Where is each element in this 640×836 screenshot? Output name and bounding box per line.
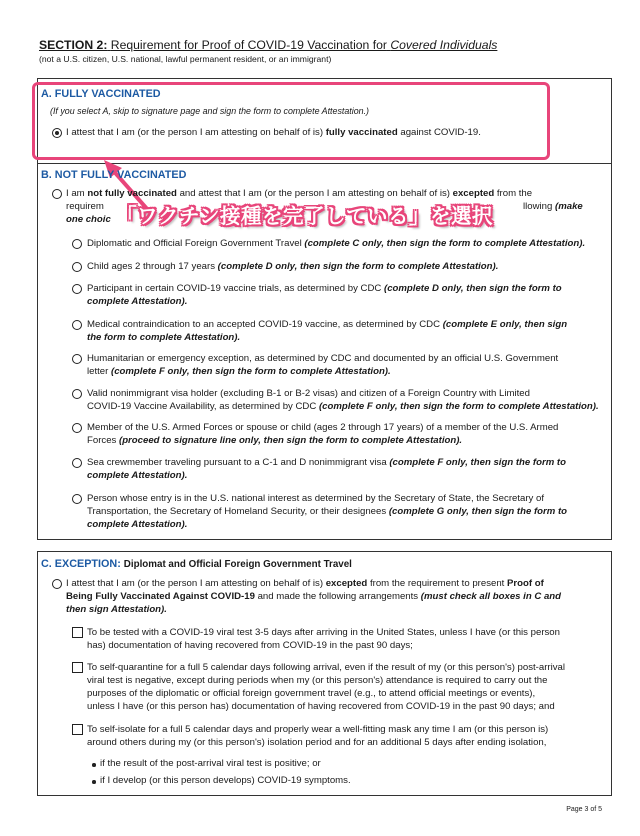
checkbox-self-isolate[interactable] (72, 724, 83, 735)
option-7-text: Member of the U.S. Armed Forces or spouse or child (ages 2 through 17 years) of a member of the U.S. Armed (87, 422, 559, 433)
radio-not-fully-vaccinated[interactable] (52, 189, 62, 199)
radio-option-7[interactable] (72, 423, 82, 433)
option-4-text-2: the form to complete Attestation). (87, 332, 241, 343)
check-2-l3: purposes of the diplomatic or official foreign government travel (e.g., to attend official meetings or events), (87, 688, 536, 699)
bullet-dot (92, 763, 96, 767)
option-3-text: Participant in certain COVID-19 vaccine trials, as determined by CDC (complete D only, then sign the form to (87, 283, 562, 294)
page-number: Page 3 of 5 (566, 806, 602, 813)
bullet-2: if I develop (or this person develops) COVID-19 symptoms. (100, 775, 351, 786)
option-9-text: Person whose entry is in the U.S. national interest as determined by the Secretary of State, the Secretary of (87, 493, 545, 504)
bullet-dot (92, 780, 96, 784)
radio-option-2[interactable] (72, 262, 82, 272)
radio-option-5[interactable] (72, 354, 82, 364)
checkbox-self-quarantine[interactable] (72, 662, 83, 673)
heading-b: B. NOT FULLY VACCINATED (41, 169, 187, 181)
option-9-text-2: Transportation, the Secretary of Homeland Security, or their designees (complete G only, then sign the form to (87, 506, 568, 517)
intro-b-line2: requirem (66, 201, 104, 212)
radio-option-8[interactable] (72, 458, 82, 468)
check-2-l1: To self-quarantine for a full 5 calendar days following arrival, even if the result of my (or this person's) post-arrival (87, 662, 566, 673)
option-7-text-2: Forces (proceed to signature line only, then sign the form to complete Attestation). (87, 435, 463, 446)
option-4-text: Medical contraindication to an accepted COVID-19 vaccine, as determined by CDC (complete E only, then sign (87, 319, 568, 330)
option-2-text: Child ages 2 through 17 years (complete D only, then sign the form to complete Attestation). (87, 261, 499, 272)
option-3-text-2: complete Attestation). (87, 296, 188, 307)
bullet-1: if the result of the post-arrival viral test is positive; or (100, 758, 321, 769)
note-a: (If you select A, skip to signature page and sign the form to complete Attestation.) (50, 106, 370, 116)
check-2-l4: unless I have (or this person has) documentation of having recovered from COVID-19 in the past 90 days; and (87, 701, 555, 712)
check-2-l2: viral test is negative, except during periods when my (or this person's) attendance is required to carry out the (87, 675, 548, 686)
section-subtitle: (not a U.S. citizen, U.S. national, lawful permanent resident, or an immigrant) (39, 54, 332, 64)
heading-c: C. EXCEPTION: Diplomat and Official Foreign Government Travel (41, 558, 352, 570)
radio-option-3[interactable] (72, 284, 82, 294)
radio-option-4[interactable] (72, 320, 82, 330)
check-1-l1: To be tested with a COVID-19 viral test 3-5 days after arriving in the United States, unless I have (or this person (87, 627, 560, 638)
intro-b-line1: I am not fully vaccinated and attest that I am (or the person I am attesting on behalf of is) excepted from the (66, 188, 533, 199)
intro-b-line3: one choic (66, 214, 111, 225)
checkbox-viral-test[interactable] (72, 627, 83, 638)
option-6-text: Valid nonimmigrant visa holder (excluding B-1 or B-2 visas) and citizen of a Foreign Country with Limited (87, 388, 530, 399)
attest-c-line3: then sign Attestation). (66, 604, 167, 615)
option-1-text: Diplomatic and Official Foreign Government Travel (complete C only, then sign the form to complete Attestation). (87, 238, 586, 249)
option-9-text-3: complete Attestation). (87, 519, 188, 530)
option-5-text-2: letter (complete F only, then sign the form to complete Attestation). (87, 366, 391, 377)
check-3-l2: around others during my (or this person's) isolation period and for an additional 5 days after ending isolation, (87, 737, 547, 748)
attest-c-line1: I attest that I am (or the person I am attesting on behalf of is) excepted from the requirement to present Proof of (66, 578, 544, 589)
option-8-text: Sea crewmember traveling pursuant to a C-1 and D nonimmigrant visa (complete F only, then sign the form to (87, 457, 566, 468)
radio-option-1[interactable] (72, 239, 82, 249)
radio-option-9[interactable] (72, 494, 82, 504)
option-5-text: Humanitarian or emergency exception, as determined by CDC and documented by an official U.S. Government (87, 353, 559, 364)
radio-option-6[interactable] (72, 389, 82, 399)
check-1-l2: has) documentation of having recovered from COVID-19 in the past 90 days; (87, 640, 413, 651)
section-title: SECTION 2: Requirement for Proof of COVID-19 Vaccination for Covered Individuals (39, 38, 498, 52)
heading-a: A. FULLY VACCINATED (41, 88, 161, 100)
option-6-text-2: COVID-19 Vaccine Availability, as determined by CDC (complete F only, then sign the form to complete Attestation). (87, 401, 599, 412)
attest-a-text: I attest that I am (or the person I am attesting on behalf of is) fully vaccinated against COVID-19. (66, 127, 481, 138)
radio-exception-attest[interactable] (52, 579, 62, 589)
option-8-text-2: complete Attestation). (87, 470, 188, 481)
annotation-label: 「ワクチン接種を完了している」を選択 (116, 204, 493, 228)
attest-c-line2: Being Fully Vaccinated Against COVID-19 and made the following arrangements (must check all boxes in C and (66, 591, 561, 602)
intro-b-line2b: llowing (make (523, 201, 583, 212)
check-3-l1: To self-isolate for a full 5 calendar days and properly wear a well-fitting mask any time I am (or this person is) (87, 724, 549, 735)
